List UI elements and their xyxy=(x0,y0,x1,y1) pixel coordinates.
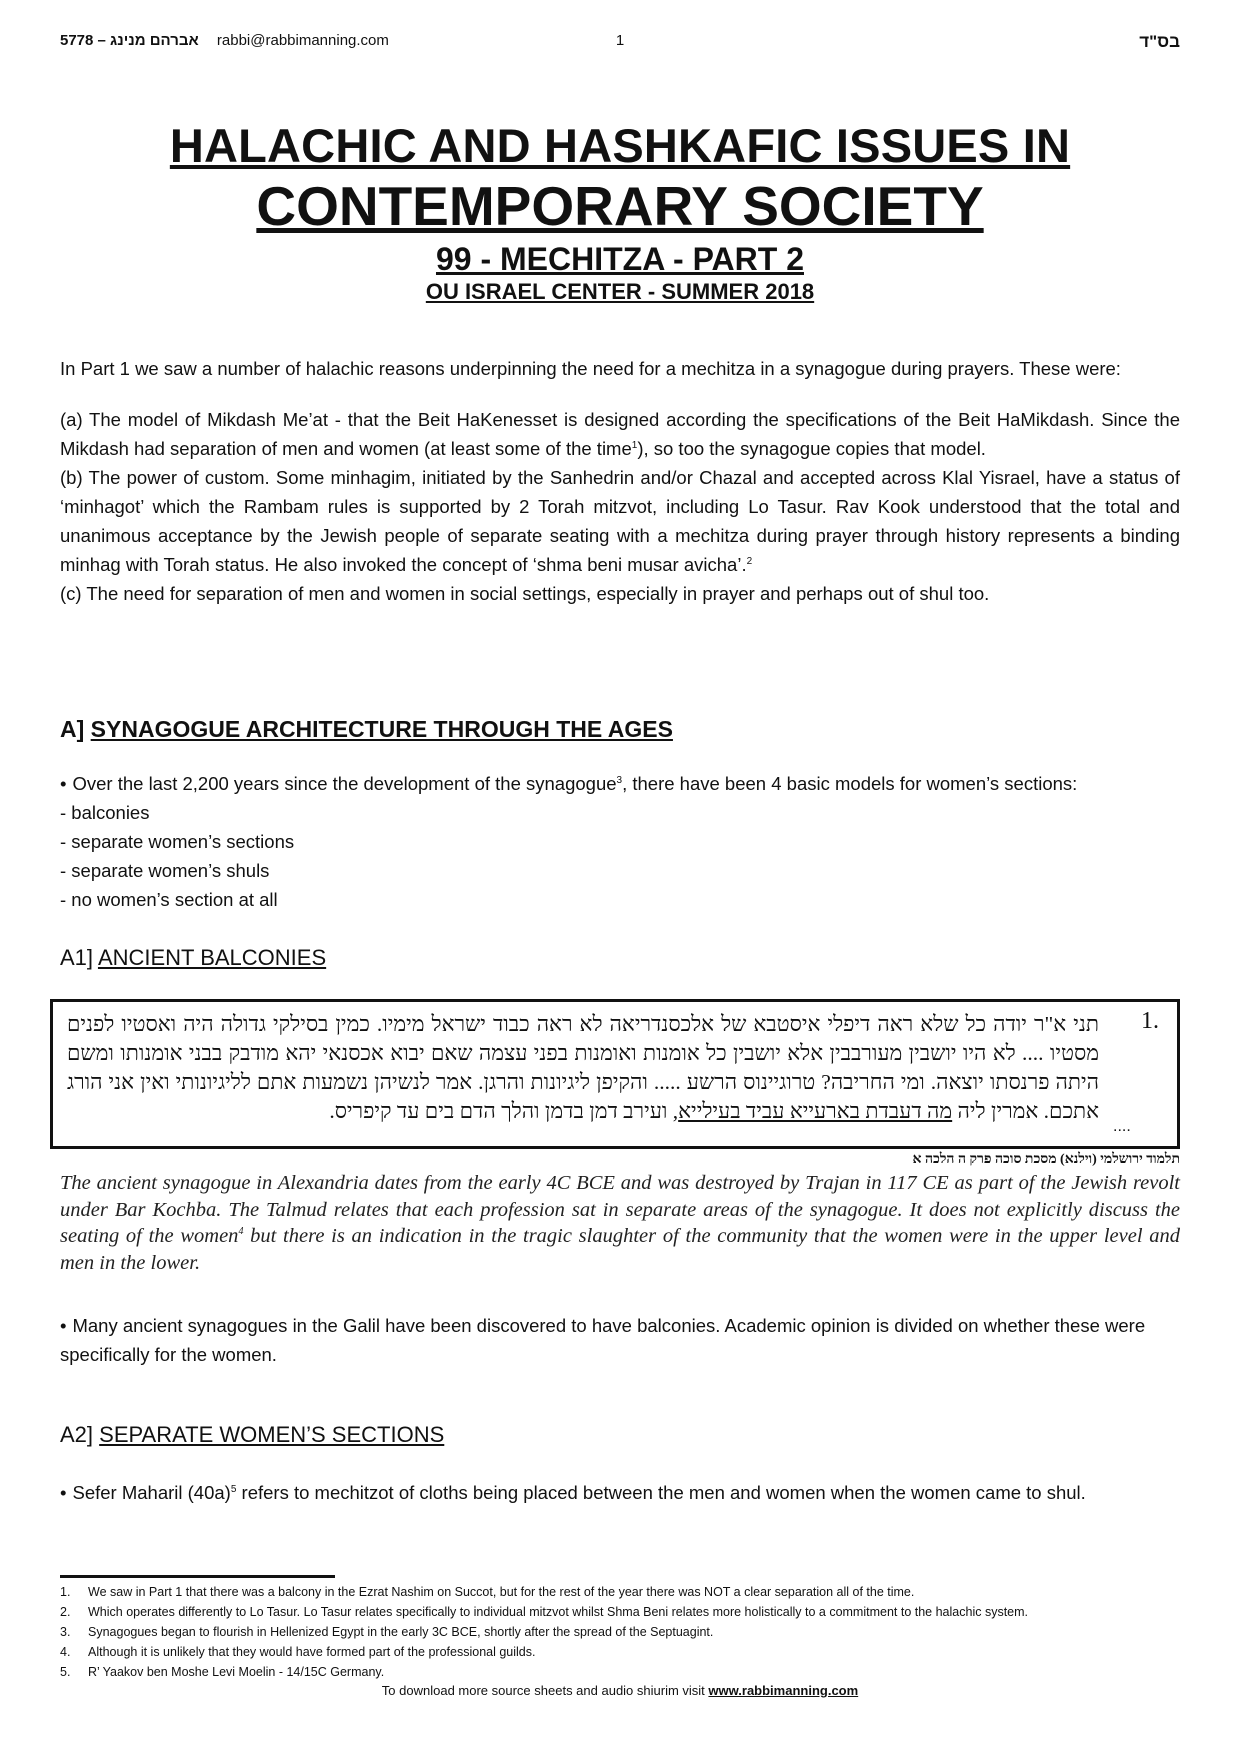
maharil-paragraph xyxy=(60,1478,1180,1507)
note-text: The ancient synagogue in Alexandria dates from the early 4C BCE and was destroyed by Trajan in 117 CE as part of the Jewish revolt under Bar Kochba. The Talmud relates that each profession sat in separate areas of the synagogue. It does not explicitly discuss the seating of the women xyxy=(60,1172,1180,1247)
source-number: 1. xyxy=(1141,1008,1159,1034)
footnote xyxy=(60,1622,1180,1642)
subsection-a2-heading xyxy=(60,1422,444,1448)
author-hebrew: 5778 – אברהם מנינג xyxy=(60,32,199,49)
header-besiyata: בס"ד xyxy=(1139,32,1180,51)
note-text-end: but there is an indication in the tragic slaughter of the community that the women were in the upper level and men in the lower. xyxy=(60,1225,1180,1274)
maharil-text xyxy=(60,1478,1180,1507)
source-reference: תלמוד ירושלמי (וילנא) מסכת סוכה פרק ה הלכה א xyxy=(912,1152,1180,1167)
footnote-text: Synagogues began to flourish in Hellenized Egypt in the early 3C BCE, shortly after the spread of the Septuagint. xyxy=(88,1625,714,1639)
footnote-divider xyxy=(60,1575,335,1578)
galil-body: Many ancient synagogues in the Galil have been discovered to have balconies. Academic opinion is divided on whether these were specifically for the women. xyxy=(60,1315,1146,1365)
footnote-number: 1. xyxy=(60,1585,71,1599)
a1-title: ANCIENT BALCONIES xyxy=(97,945,327,970)
footnotes xyxy=(60,1582,1180,1682)
source-box-1 xyxy=(50,999,1180,1149)
maharil-text-end: refers to mechitzot of cloths being placed between the men and women when the women came to shul. xyxy=(236,1482,1086,1503)
section-a-title: SYNAGOGUE ARCHITECTURE THROUGH THE AGES xyxy=(90,716,673,742)
title-line-1: HALACHIC AND HASHKAFIC ISSUES IN xyxy=(169,119,1071,172)
footnote xyxy=(60,1602,1180,1622)
reason-a xyxy=(60,405,1180,463)
footnote xyxy=(60,1582,1180,1602)
reasons-block xyxy=(60,405,1180,608)
footnote-ref: 4 xyxy=(238,1226,244,1238)
galil-paragraph xyxy=(60,1311,1180,1369)
source-ellipsis: .... xyxy=(1113,1118,1131,1135)
reason-b xyxy=(60,463,1180,579)
list-item: - separate women’s shuls xyxy=(60,860,270,881)
footnote-text: Which operates differently to Lo Tasur. Lo Tasur relates specifically to individual mitzvot whilst Shma Beni relates more holistically to a commitment to the halachic system. xyxy=(88,1605,1029,1619)
list-item: - balconies xyxy=(60,802,150,823)
footnote-text: We saw in Part 1 that there was a balcony in the Ezrat Nashim on Succot, but for the rest of the year there was NOT a clear separation all of the time. xyxy=(88,1585,915,1599)
models-block xyxy=(60,769,1180,914)
footnote-text: R’ Yaakov ben Moshe Levi Moelin - 14/15C Germany. xyxy=(88,1665,385,1679)
footnote-number: 5. xyxy=(60,1665,71,1679)
models-intro-text-end: , there have been 4 basic models for women’s sections: xyxy=(622,773,1078,794)
models-intro xyxy=(60,769,1180,798)
footnote-number: 4. xyxy=(60,1645,71,1659)
a2-prefix: A2] xyxy=(60,1422,94,1447)
models-intro-text: Over the last 2,200 years since the development of the synagogue xyxy=(72,773,617,794)
intro-text: In Part 1 we saw a number of halachic reasons underpinning the need for a mechitza in a synagogue during prayers. These were: xyxy=(60,358,1121,379)
footnote-ref: 1 xyxy=(631,439,638,451)
bullet-icon: • xyxy=(60,1315,67,1336)
page-header xyxy=(60,32,1180,58)
footnote xyxy=(60,1662,1180,1682)
a1-prefix: A1] xyxy=(60,945,94,970)
section-a-heading xyxy=(60,716,673,743)
reason-a-text: (a) The model of Mikdash Me’at - that the Beit HaKenesset is designed according the specifications of the Beit HaMikdash. Since the Mikdash had separation of men and women (at least some of the time xyxy=(60,409,1180,459)
reason-c: (c) The need for separation of men and women in social settings, especially in prayer and perhaps out of shul too. xyxy=(60,583,990,604)
title-line-4: OU ISRAEL CENTER - SUMMER 2018 xyxy=(425,279,815,304)
section-a-prefix: A] xyxy=(60,716,85,742)
footnote-ref: 5 xyxy=(230,1483,237,1495)
footnote-ref: 3 xyxy=(616,774,623,786)
intro-paragraph xyxy=(60,354,1180,383)
title-line-3: 99 - MECHITZA - PART 2 xyxy=(435,241,804,277)
header-email: rabbi@rabbimanning.com xyxy=(216,32,389,49)
page-number: 1 xyxy=(615,32,625,49)
title-line-2: CONTEMPORARY SOCIETY xyxy=(256,175,984,237)
footnote-number: 2. xyxy=(60,1605,71,1619)
source-text-underlined: מה דעבדת בארעייא עביד בעילייא xyxy=(678,1099,953,1123)
page-footer xyxy=(0,1683,1240,1698)
website-link[interactable]: www.rabbimanning.com xyxy=(708,1683,859,1698)
maharil-text-start: Sefer Maharil (40a) xyxy=(72,1482,231,1503)
a2-title: SEPARATE WOMEN’S SECTIONS xyxy=(99,1422,445,1447)
footnote-number: 3. xyxy=(60,1625,71,1639)
subsection-a1-heading xyxy=(60,945,326,971)
bullet-icon: • xyxy=(60,773,67,794)
reason-b-text: (b) The power of custom. Some minhagim, initiated by the Sanhedrin and/or Chazal and accepted across Klal Yisrael, have a status of ‘minhagot’ which the Rambam rules is supported by 2 Torah mitzvot, including Lo Tasur. Rav Kook understood that the total and unanimous acceptance by the Jewish people of separate seating with a mechitza during prayer through history represents a binding minhag with Torah status. He also invoked the concept of ‘shma beni musar avicha’. xyxy=(60,467,1180,575)
title-block xyxy=(0,118,1240,306)
source-hebrew-text xyxy=(67,1010,1099,1126)
footnote xyxy=(60,1642,1180,1662)
footnote-text: Although it is unlikely that they would have formed part of the professional guilds. xyxy=(88,1645,536,1659)
italic-commentary xyxy=(60,1170,1180,1276)
source-text-part-1: תני א"ר יודה כל שלא ראה דיפלי איסטבא של אלכסנדריאה לא ראה כבוד ישראל מימיו. כמין בסילקי גדולה היה ואסטיו לפנים מסטיו .... לא היו יושבין מעורבבין אלא יושבין כל אומנות ואומנות בפני עצמה שאם יבוא אכסנאי יהא מודבק בבני אומנותו ומשם היתה פרנסתו יוצאה. ומי החריבה? טרוגיינוס הרשע ..... והקיפן ליגיונות והרגן. אמר לנשיהן נשמעות אתם לליגיונותי ואין אני הורג אתכם. אמרין ליה xyxy=(67,1012,1099,1123)
bullet-icon: • xyxy=(60,1482,67,1503)
list-item: - separate women’s sections xyxy=(60,831,295,852)
list-item: - no women’s section at all xyxy=(60,889,278,910)
footer-text: To download more source sheets and audio shiurim visit xyxy=(381,1683,709,1698)
reason-a-text-end: ), so too the synagogue copies that model. xyxy=(637,438,986,459)
galil-text xyxy=(60,1311,1180,1369)
source-text-part-2: , ועירב דמן בדמן והלך הדם בים עד קיפריס. xyxy=(329,1099,679,1123)
footnote-ref: 2 xyxy=(746,555,753,567)
